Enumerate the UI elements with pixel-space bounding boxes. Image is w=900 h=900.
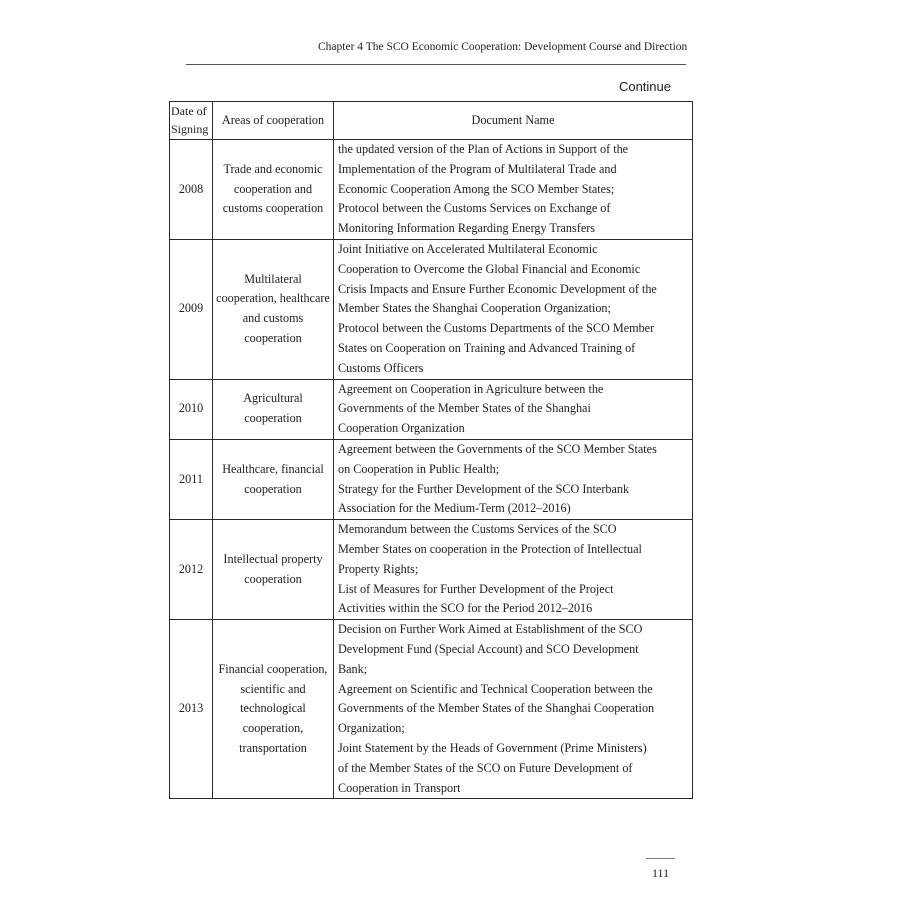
- header-date-line2: Signing: [171, 121, 209, 136]
- document-name-line: Cooperation Organization: [338, 421, 465, 436]
- document-name-line: Member States the Shanghai Cooperation Organization;: [338, 301, 611, 316]
- page-number: 111: [652, 866, 670, 880]
- area-of-cooperation-cell: Healthcare, financial cooperation: [213, 439, 334, 519]
- table-header-row: [170, 102, 693, 140]
- date-of-signing-cell: 2011: [170, 439, 213, 519]
- cooperation-documents-table: [169, 101, 693, 799]
- area-of-cooperation-cell: Agricultural cooperation: [213, 379, 334, 439]
- document-name-line: Activities within the SCO for the Period 2012–2016: [338, 601, 593, 616]
- date-of-signing-cell: 2008: [170, 140, 213, 240]
- document-name-line: Monitoring Information Regarding Energy Transfers: [338, 221, 596, 236]
- document-name-line: Joint Statement by the Heads of Government (Prime Ministers): [338, 740, 647, 755]
- document-name-line: Agreement on Scientific and Technical Cooperation between the: [338, 681, 653, 696]
- date-of-signing-cell: 2013: [170, 620, 213, 799]
- running-header: Chapter 4 The SCO Economic Cooperation: Development Course and Direction: [318, 41, 688, 53]
- document-name-line: Joint Initiative on Accelerated Multilateral Economic: [338, 241, 598, 256]
- document-name-line: Customs Officers: [338, 360, 424, 375]
- area-of-cooperation-cell: Trade and economic cooperation and customs cooperation: [213, 140, 334, 240]
- document-name-line: Governments of the Member States of the Shanghai: [338, 401, 591, 416]
- table-row: [170, 239, 693, 379]
- table-row: [170, 379, 693, 439]
- document-name-line: Agreement on Cooperation in Agriculture between the: [338, 381, 604, 396]
- document-name-line: Strategy for the Further Development of the SCO Interbank: [338, 481, 630, 496]
- document-name-line: on Cooperation in Public Health;: [338, 461, 500, 476]
- document-name-line: Memorandum between the Customs Services of the SCO: [338, 522, 617, 537]
- area-of-cooperation-cell: Financial cooperation, scientific and technological cooperation, transportation: [213, 620, 334, 799]
- header-date-of-signing: [170, 102, 213, 140]
- document-name-line: Crisis Impacts and Ensure Further Economic Development of the: [338, 281, 657, 296]
- table-row: [170, 520, 693, 620]
- header-areas-of-cooperation: Areas of cooperation: [213, 102, 334, 140]
- header-document-name: Document Name: [334, 102, 693, 140]
- document-name-line: Development Fund (Special Account) and SCO Development: [338, 641, 639, 656]
- footer-rule: [646, 858, 675, 859]
- document-name-line: Decision on Further Work Aimed at Establishment of the SCO: [338, 622, 643, 637]
- document-name-cell: [334, 520, 693, 620]
- document-name-line: the updated version of the Plan of Actions in Support of the: [338, 142, 629, 156]
- document-name-line: Bank;: [338, 661, 368, 676]
- header-date-line1: Date of: [171, 104, 207, 118]
- document-name-cell: [334, 620, 693, 799]
- document-name-line: Protocol between the Customs Departments of the SCO Member: [338, 321, 655, 336]
- continue-label: Continue: [618, 79, 671, 94]
- document-name-cell: [334, 379, 693, 439]
- document-name-line: Property Rights;: [338, 561, 419, 576]
- document-name-line: Association for the Medium-Term (2012–2016): [338, 501, 571, 516]
- header-rule: [186, 64, 686, 65]
- table-row: [170, 140, 693, 240]
- document-name-line: Governments of the Member States of the Shanghai Cooperation: [338, 701, 655, 716]
- document-name-line: of the Member States of the SCO on Future Development of: [338, 760, 633, 775]
- document-name-cell: [334, 239, 693, 379]
- document-name-line: Economic Cooperation Among the SCO Member States;: [338, 181, 615, 196]
- document-name-line: Cooperation to Overcome the Global Financial and Economic: [338, 261, 641, 276]
- area-of-cooperation-cell: Intellectual property cooperation: [213, 520, 334, 620]
- date-of-signing-cell: 2010: [170, 379, 213, 439]
- document-name-line: Member States on cooperation in the Protection of Intellectual: [338, 541, 642, 556]
- document-name-line: Organization;: [338, 721, 405, 736]
- date-of-signing-cell: 2012: [170, 520, 213, 620]
- area-of-cooperation-cell: Multilateral cooperation, healthcare and customs cooperation: [213, 239, 334, 379]
- document-name-line: Implementation of the Program of Multilateral Trade and: [338, 161, 617, 176]
- document-name-cell: [334, 140, 693, 240]
- document-name-cell: [334, 439, 693, 519]
- table-row: [170, 620, 693, 799]
- document-name-line: States on Cooperation on Training and Advanced Training of: [338, 340, 636, 355]
- document-name-line: Protocol between the Customs Services on Exchange of: [338, 201, 611, 216]
- document-name-line: List of Measures for Further Development of the Project: [338, 581, 614, 596]
- date-of-signing-cell: 2009: [170, 239, 213, 379]
- document-name-line: Cooperation in Transport: [338, 780, 461, 795]
- table-row: [170, 439, 693, 519]
- document-name-line: Agreement between the Governments of the SCO Member States: [338, 441, 657, 456]
